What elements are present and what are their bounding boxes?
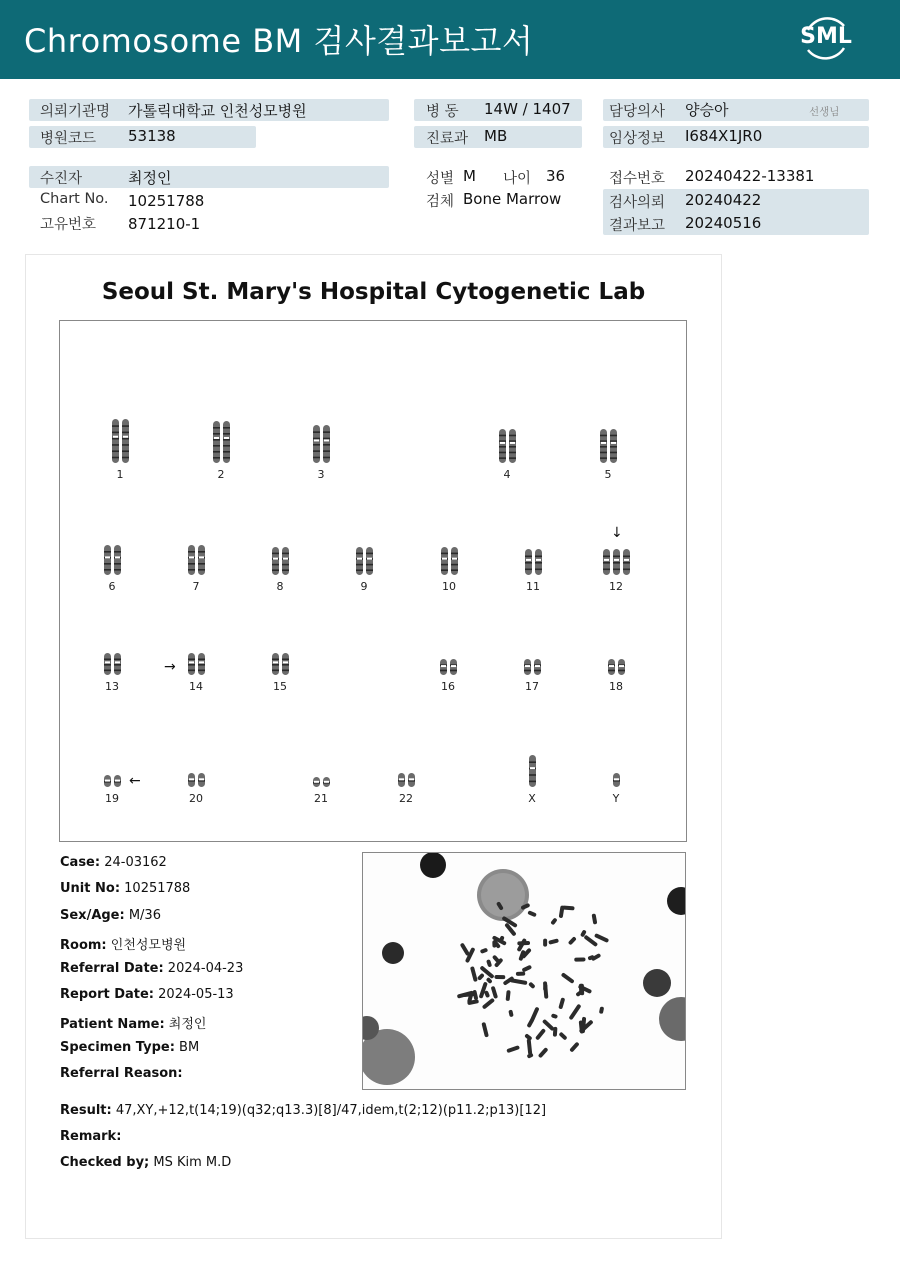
case-field <box>60 908 161 923</box>
specimen-value: Bone Marrow <box>463 190 562 208</box>
chromosome-label: 16 <box>441 680 455 693</box>
specimen-label: 검체 <box>426 194 455 210</box>
case-field-label: Report Date: <box>60 987 155 1002</box>
chromosome-label: 22 <box>399 792 413 805</box>
arrow-left-icon: ← <box>129 773 141 789</box>
chromosome-label: 15 <box>273 680 287 693</box>
chromosome-label: 21 <box>314 792 328 805</box>
case-field-label: Room: <box>60 938 107 954</box>
chromosome-pair <box>102 652 123 676</box>
chromosome-pair <box>102 544 123 576</box>
clinical-value: I684X1JR0 <box>685 127 763 145</box>
case-field-value: BM <box>174 1039 200 1055</box>
metaphase-image <box>362 852 686 1090</box>
dept-label: 진료과 <box>426 131 469 147</box>
result-date-value: 20240516 <box>685 214 762 232</box>
case-field-value: 최정인 <box>164 1017 207 1033</box>
case-field <box>60 987 234 1002</box>
arrow-right-icon: → <box>164 659 176 675</box>
case-field-label: Unit No: <box>60 881 121 897</box>
logo-text: SML <box>800 24 852 49</box>
checked-by-value: MS Kim M.D <box>153 1155 232 1170</box>
chromosome-label: 8 <box>276 580 284 593</box>
chromosome-pair <box>522 658 543 676</box>
chromosome-label: 11 <box>526 580 540 593</box>
chromosome-pair <box>270 546 291 576</box>
checked-by-label: Checked by; <box>60 1155 150 1170</box>
chromosome-pair <box>270 652 291 676</box>
chromosome-label: 5 <box>604 468 612 481</box>
request-value: 20240422 <box>685 191 762 209</box>
chromosome-pair <box>438 658 459 676</box>
chromosome-label: 13 <box>105 680 119 693</box>
hospital-code-label: 병원코드 <box>40 131 97 147</box>
chromosome-pair <box>186 652 207 676</box>
case-field-label: Referral Date: <box>60 960 164 976</box>
chromosome-label: 10 <box>442 580 456 593</box>
chromosome-label: 2 <box>217 468 225 481</box>
karyotype-report <box>25 254 722 1239</box>
case-field-label: Patient Name: <box>60 1017 165 1033</box>
case-field-value: 24-03162 <box>100 855 167 870</box>
case-field-value: M/36 <box>124 907 161 923</box>
ward-label: 병 동 <box>426 104 459 120</box>
case-field-value: 인천성모병원 <box>106 938 187 954</box>
chromosome-label: X <box>528 792 536 805</box>
chromosome-pair <box>598 428 619 464</box>
chromosome-pair <box>311 424 332 464</box>
result-date-label: 결과보고 <box>609 218 666 234</box>
chromosome-label: 20 <box>189 792 203 805</box>
case-field-label: Specimen Type: <box>60 1039 175 1055</box>
chromosome-pair <box>110 418 131 464</box>
chromosome-pair <box>601 548 632 576</box>
hospital-code-value: 53138 <box>128 127 176 145</box>
chromosome-label: 7 <box>192 580 200 593</box>
result-value: 47,XY,+12,t(14;19)(q32;q13.3)[8]/47,idem,t(2;12)(p11.2;p13)[12] <box>115 1103 547 1118</box>
chart-value: 10251788 <box>128 192 205 210</box>
doctor-value: 양승아 <box>685 101 729 119</box>
report-header <box>0 0 900 79</box>
karyogram-panel <box>59 320 687 842</box>
chromosome-pair <box>186 772 207 788</box>
case-field <box>60 1013 206 1032</box>
report-title: Chromosome BM 검사결과보고서 <box>24 22 534 60</box>
patient-value: 최정인 <box>128 169 172 187</box>
chromosome-label: 19 <box>105 792 119 805</box>
chromosome-label: 6 <box>108 580 116 593</box>
chromosome-label: 1 <box>116 468 124 481</box>
chromosome-pair <box>102 774 123 788</box>
sex-label: 성별 <box>426 171 455 187</box>
ward-value: 14W / 1407 <box>484 100 571 118</box>
metaphase-spread <box>363 853 685 1089</box>
case-field-value: 10251788 <box>120 881 191 897</box>
chromosome-label: 18 <box>609 680 623 693</box>
chromosome-pair <box>611 772 622 788</box>
chromosome-label: 14 <box>189 680 203 693</box>
unique-label: 고유번호 <box>40 217 97 233</box>
case-field <box>60 855 167 870</box>
case-field-value: 2024-04-23 <box>163 960 244 976</box>
lab-title: Seoul St. Mary's Hospital Cytogenetic Lab <box>101 279 646 305</box>
case-field-label: Case: <box>60 855 101 870</box>
dept-value: MB <box>484 127 508 145</box>
sml-logo <box>800 12 852 64</box>
chromosome-label: Y <box>612 792 620 805</box>
chromosome-pair <box>439 546 460 576</box>
request-label: 검사의뢰 <box>609 195 666 211</box>
chromosome-pair <box>396 772 417 788</box>
chromosome-pair <box>186 544 207 576</box>
age-label: 나이 <box>503 171 532 187</box>
referring-org-value: 가톨릭대학교 인천성모병원 <box>128 102 307 120</box>
chromosome-pair <box>523 548 544 576</box>
clinical-label: 임상정보 <box>609 131 666 147</box>
case-field <box>60 934 186 953</box>
doctor-label: 담당의사 <box>609 104 666 120</box>
receipt-label: 접수번호 <box>609 171 666 187</box>
chromosome-pair <box>497 428 518 464</box>
chromosome-pair <box>311 776 332 788</box>
result-label: Result: <box>60 1103 112 1118</box>
chromosome-pair <box>606 658 627 676</box>
unique-value: 871210-1 <box>128 215 201 233</box>
case-field <box>60 1066 183 1081</box>
case-field-value: 2024-05-13 <box>154 987 234 1002</box>
remark-label: Remark: <box>60 1129 122 1144</box>
chromosome-label: 17 <box>525 680 539 693</box>
chromosome-label: 9 <box>360 580 368 593</box>
receipt-value: 20240422-13381 <box>685 167 815 185</box>
chromosome-label: 3 <box>317 468 325 481</box>
case-field <box>60 1040 199 1055</box>
case-field-label: Referral Reason: <box>60 1066 183 1082</box>
chromosome-pair <box>354 546 375 576</box>
chromosome-pair <box>211 420 232 464</box>
age-value: 36 <box>546 167 566 185</box>
case-field-label: Sex/Age: <box>60 907 125 923</box>
referring-org-label: 의뢰기관명 <box>40 104 111 120</box>
case-field <box>60 881 190 896</box>
arrow-down-icon: ↓ <box>611 525 623 541</box>
chromosome-label: 4 <box>503 468 511 481</box>
case-field <box>60 961 243 976</box>
chromosome-label: 12 <box>609 580 623 593</box>
band-patient <box>29 166 389 188</box>
chart-label: Chart No. <box>40 191 109 207</box>
doctor-suffix: 선생님 <box>809 106 840 118</box>
patient-label: 수진자 <box>40 171 83 187</box>
chromosome-pair <box>527 754 538 788</box>
sex-value: M <box>463 167 476 185</box>
